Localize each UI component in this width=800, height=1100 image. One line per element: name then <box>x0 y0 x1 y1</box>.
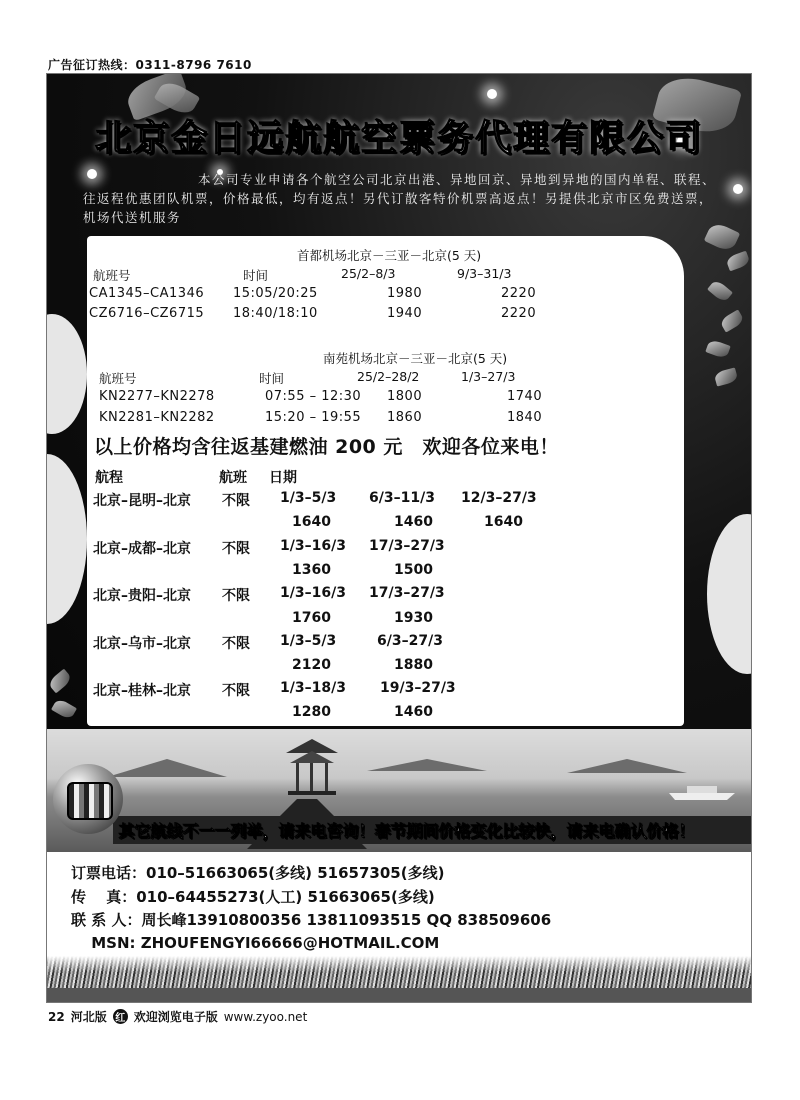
mountain <box>367 759 487 771</box>
price-headline: 以上价格均含往返基建燃油 200 元 欢迎各位来电！ <box>94 436 559 458</box>
routes-header-date: 日期 <box>269 470 297 486</box>
company-intro: 本公司专业申请各个航空公司北京出港、异地回京、异地到异地的国内单程、联程、往返程优惠团队机票，价格最低，均有返点！另代订散客特价机票高返点！另提供北京市区免费送票，机场代送机服务 <box>83 172 717 225</box>
vine-leaf <box>51 697 77 720</box>
cloud <box>707 514 752 674</box>
vine-leaf <box>725 251 750 272</box>
footer-url[interactable]: www.zyoo.net <box>223 1009 308 1024</box>
route-price: 1360 <box>292 562 331 578</box>
table2-row-price: 1740 <box>507 389 543 404</box>
route-flight: 不限 <box>222 541 250 557</box>
route-price: 1460 <box>394 704 433 720</box>
route-price: 1880 <box>394 657 433 673</box>
route-price: 1640 <box>484 514 523 530</box>
route-date: 1/3–18/3 <box>280 680 346 696</box>
route-date: 1/3–16/3 <box>280 585 346 601</box>
table1-header-period1: 25/2–8/3 <box>341 266 396 281</box>
page-footer <box>48 1008 307 1025</box>
table2-header-period2: 1/3–27/3 <box>461 369 516 384</box>
table2-row-flight: KN2281–KN2282 <box>99 410 215 425</box>
contact-person: 联 系 人：周长峰13910800356 13811093515 QQ 838509606 <box>71 911 552 929</box>
contact-fax: 传 真：010–64455273(人工) 51663065(多线) <box>71 888 435 906</box>
vine-leaf <box>714 367 739 386</box>
tv-icon <box>53 764 123 834</box>
table1-header-period2: 9/3–31/3 <box>457 266 512 281</box>
table1-header-time: 时间 <box>243 268 269 283</box>
footer-slogan: 欢迎浏览电子版 <box>133 1010 218 1024</box>
route-flight: 不限 <box>222 636 250 652</box>
brand-badge-icon: 红 <box>113 1009 128 1024</box>
table2-header-period1: 25/2–28/2 <box>357 369 420 384</box>
boat-icon <box>667 781 737 801</box>
route-date: 17/3–27/3 <box>369 585 445 601</box>
edition-label: 河北版 <box>70 1010 107 1024</box>
table2-title: 南苑机场北京－三亚－北京(5 天) <box>323 351 508 366</box>
route-name: 北京–贵阳–北京 <box>93 588 191 604</box>
routes-header-flight: 航班 <box>219 470 247 486</box>
mountain <box>107 759 227 777</box>
route-name: 北京–成都–北京 <box>93 541 191 557</box>
table1-row-flight: CA1345–CA1346 <box>89 286 205 301</box>
light-glow <box>487 89 497 99</box>
route-price: 1640 <box>292 514 331 530</box>
page-number: 22 <box>48 1009 65 1024</box>
advertisement <box>46 73 752 1003</box>
contact-phone: 订票电话：010–51663065(多线) 51657305(多线) <box>71 864 445 882</box>
table1-row-time: 18:40/18:10 <box>233 306 318 321</box>
grass-base <box>47 988 751 1002</box>
vine-leaf <box>47 669 73 694</box>
route-price: 1760 <box>292 610 331 626</box>
route-price: 2120 <box>292 657 331 673</box>
table2-row-time: 07:55 – 12:30 <box>265 389 362 404</box>
table1-title: 首都机场北京－三亚－北京(5 天) <box>297 248 482 263</box>
company-name: 北京金日远航航空票务代理有限公司 <box>94 117 703 159</box>
route-name: 北京–乌市–北京 <box>93 636 191 652</box>
routes-header-route: 航程 <box>95 470 123 486</box>
route-date: 1/3–16/3 <box>280 538 346 554</box>
cloud <box>46 454 87 624</box>
route-date: 1/3–5/3 <box>280 490 337 506</box>
route-date: 12/3–27/3 <box>461 490 537 506</box>
table1-row-price: 2220 <box>501 286 537 301</box>
table1-row-time: 15:05/20:25 <box>233 286 318 301</box>
table2-row-time: 15:20 – 19:55 <box>265 410 362 425</box>
route-date: 6/3–11/3 <box>369 490 435 506</box>
table2-row-price: 1840 <box>507 410 543 425</box>
route-price: 1460 <box>394 514 433 530</box>
table1-row-price: 2220 <box>501 306 537 321</box>
route-price: 1500 <box>394 562 433 578</box>
route-date: 6/3–27/3 <box>377 633 443 649</box>
table2-header-time: 时间 <box>259 371 285 386</box>
table1-header-flight: 航班号 <box>93 268 131 283</box>
ad-banner <box>47 74 751 852</box>
cloud <box>46 314 87 434</box>
pavilion-icon <box>282 737 342 799</box>
contact-msn: MSN: ZHOUFENGYI66666@HOTMAIL.COM <box>71 934 440 952</box>
light-glow <box>733 184 743 194</box>
route-name: 北京–桂林–北京 <box>93 683 191 699</box>
route-date: 17/3–27/3 <box>369 538 445 554</box>
route-flight: 不限 <box>222 493 250 509</box>
vine-leaf <box>707 279 733 304</box>
vine-leaf <box>719 309 745 332</box>
route-date: 1/3–5/3 <box>280 633 337 649</box>
table1-row-flight: CZ6716–CZ6715 <box>89 306 205 321</box>
table2-row-flight: KN2277–KN2278 <box>99 389 215 404</box>
table1-row-price: 1940 <box>387 306 423 321</box>
table1-row-price: 1980 <box>387 286 423 301</box>
ad-hotline: 广告征订热线：0311-8796 7610 <box>48 58 252 72</box>
route-date: 19/3–27/3 <box>380 680 456 696</box>
route-flight: 不限 <box>222 588 250 604</box>
table2-row-price: 1800 <box>387 389 423 404</box>
tv-screen <box>67 782 113 820</box>
route-name: 北京–昆明–北京 <box>93 493 191 509</box>
table2-row-price: 1860 <box>387 410 423 425</box>
route-flight: 不限 <box>222 683 250 699</box>
table2-header-flight: 航班号 <box>99 371 137 386</box>
notice-text: 其它航线不一一列举，请来电咨询！春节期间价格变化比较快，请来电确认价格！ <box>119 822 696 841</box>
route-price: 1930 <box>394 610 433 626</box>
mountain <box>567 759 687 773</box>
route-price: 1280 <box>292 704 331 720</box>
vine-leaf <box>705 339 730 360</box>
